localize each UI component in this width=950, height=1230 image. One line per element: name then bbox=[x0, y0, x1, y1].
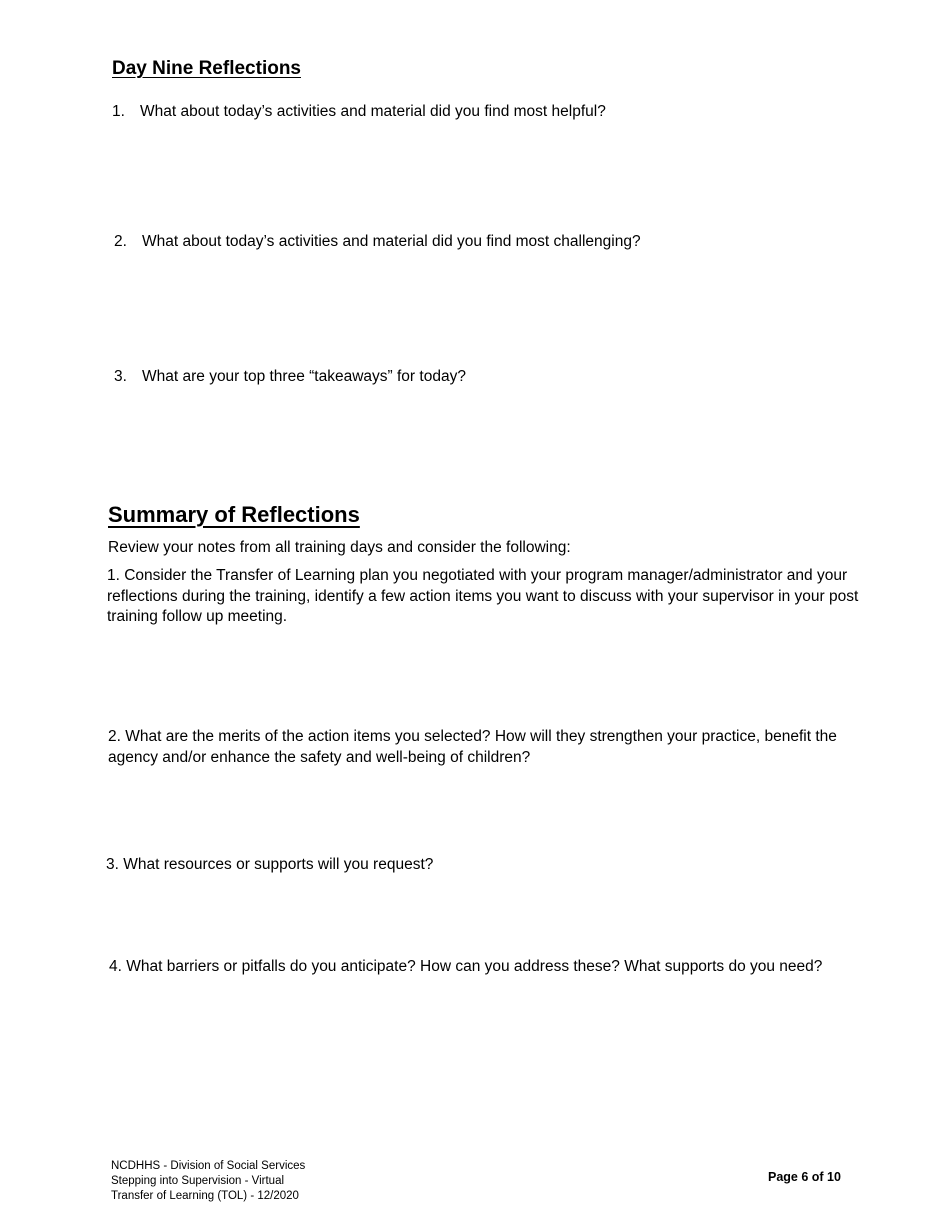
day-nine-question-1 bbox=[112, 101, 606, 122]
question-text: What about today’s activities and material did you find most helpful? bbox=[140, 103, 606, 120]
summary-item-3: 3. What resources or supports will you request? bbox=[106, 856, 434, 873]
question-number: 1. bbox=[112, 103, 125, 120]
day-nine-question-2 bbox=[114, 231, 641, 252]
summary-item-1: 1. Consider the Transfer of Learning plan you negotiated with your program manager/administrator and your reflections during the training, identify a few action items you want to discuss with your supervisor in your post training follow up meeting. bbox=[107, 567, 859, 625]
question-text: What about today’s activities and material did you find most challenging? bbox=[142, 233, 641, 250]
summary-item-2: 2. What are the merits of the action items you selected? How will they strengthen your practice, benefit the agency and/or enhance the safety and well-being of children? bbox=[108, 728, 837, 766]
summary-intro: Review your notes from all training days and consider the following: bbox=[108, 539, 571, 556]
summary-title: Summary of Reflections bbox=[108, 502, 360, 527]
question-number: 2. bbox=[114, 233, 127, 250]
day-nine-question-3 bbox=[114, 366, 466, 387]
footer-organization: NCDHHS - Division of Social Services bbox=[111, 1160, 306, 1172]
page-number: Page 6 of 10 bbox=[768, 1170, 841, 1184]
footer-info bbox=[111, 1159, 305, 1204]
footer-document: Transfer of Learning (TOL) - 12/2020 bbox=[111, 1190, 299, 1202]
question-number: 3. bbox=[114, 368, 127, 385]
day-nine-title: Day Nine Reflections bbox=[112, 58, 301, 79]
footer-course: Stepping into Supervision - Virtual bbox=[111, 1175, 285, 1187]
summary-item-4: 4. What barriers or pitfalls do you anticipate? How can you address these? What supports do you need? bbox=[109, 958, 823, 975]
question-text: What are your top three “takeaways” for today? bbox=[142, 368, 466, 385]
